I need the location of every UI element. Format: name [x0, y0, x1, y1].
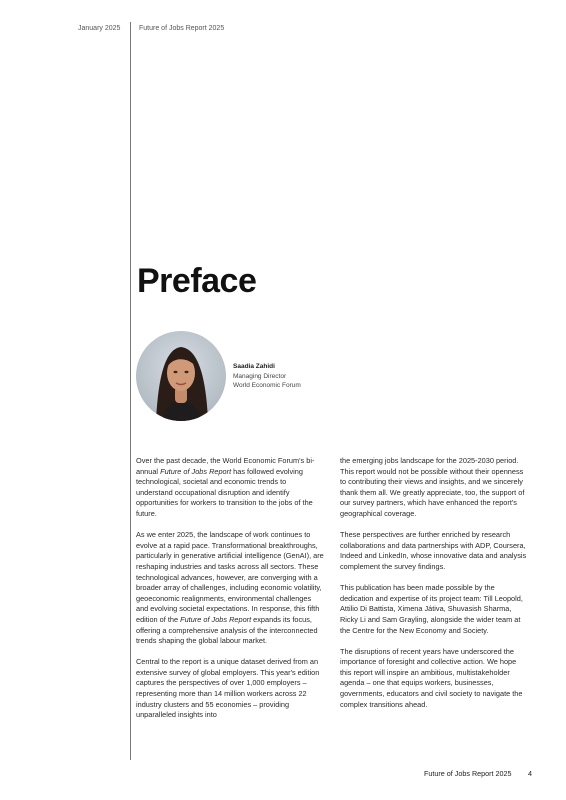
page-title: Preface	[137, 262, 257, 300]
page-number: 4	[528, 769, 532, 778]
paragraph-text: The disruptions of recent years have underscored the importance of foresight and collective action. We hope this report will inspire an ambitious, multistakeholder agenda – one that equips workers, businesses, governments, educators and civil society to navigate the complex transitions ahead.	[340, 646, 523, 709]
paragraph	[136, 657, 324, 721]
paragraph-text: Over the past decade, the World Economic Forum's bi-annual	[136, 456, 315, 476]
paragraph	[340, 647, 528, 711]
paragraph-text: the emerging jobs landscape for the 2025-2030 period. This report would not be possible without their openness to contributing their views and insights, and we sincerely thank them all. We greatly appreciate, too, the support of our survey partners, which have enhanced the report's geographical coverage.	[340, 456, 525, 518]
footer-report-title: Future of Jobs Report 2025	[424, 769, 512, 778]
author-organization: World Economic Forum	[233, 382, 301, 389]
text-column-left	[136, 456, 324, 731]
header-date: January 2025	[78, 25, 121, 32]
author-portrait-image	[136, 331, 226, 421]
vertical-rule	[130, 22, 131, 760]
author-name: Saadia Zahidi	[233, 363, 275, 370]
report-title-italic: Future of Jobs Report	[160, 466, 232, 476]
paragraph-text: has followed evolving technological, societal and economic trends to understand occupational disruption and identify opportunities for workers to transition to the jobs of the future.	[136, 466, 313, 518]
paragraph	[340, 583, 528, 636]
paragraph-text: As we enter 2025, the landscape of work continues to evolve at a rapid pace. Transformational breakthroughs, particularly in generative artificial intelligence (GenAI), are reshaping industries and tasks across all sectors. These technological advances, however, are converging with a broader array of challenges, including economic volatility, geoeconomic realignments, environmental challenges and evolving societal expectations. In response, this fifth edition of the	[136, 530, 324, 624]
page-header	[0, 25, 566, 37]
paragraph	[136, 456, 324, 520]
paragraph-text: These perspectives are further enriched by research collaborations and data partnerships with ADP, Coursera, Indeed and LinkedIn, whose innovative data and analysis complement the survey findings.	[340, 530, 527, 571]
paragraph	[340, 530, 528, 572]
paragraph	[340, 456, 528, 520]
paragraph-text: Central to the report is a unique dataset derived from an extensive survey of global employers. This year's edition captures the perspectives of over 1,000 employers – representing more than 14 million workers across 22 industry clusters and 55 economies – providing unparalleled insights into	[136, 657, 320, 720]
author-portrait	[136, 331, 226, 421]
paragraph-text: This publication has been made possible by the dedication and expertise of its project team: Till Leopold, Attilio Di Battista, Ximena Játiva, Shuvasish Sharma, Ricky Li and Sam Grayling, alongside the wider team at the Centre for the New Economy and Society.	[340, 583, 523, 635]
header-report-title: Future of Jobs Report 2025	[139, 25, 225, 32]
paragraph-text: expands its focus, offering a comprehensive analysis of the interconnected trends shaping the global labour market.	[136, 614, 318, 646]
paragraph	[136, 530, 324, 647]
author-block	[233, 362, 301, 391]
report-title-italic: Future of Jobs Report	[180, 614, 252, 624]
text-column-right	[340, 456, 528, 721]
author-role: Managing Director	[233, 372, 287, 380]
